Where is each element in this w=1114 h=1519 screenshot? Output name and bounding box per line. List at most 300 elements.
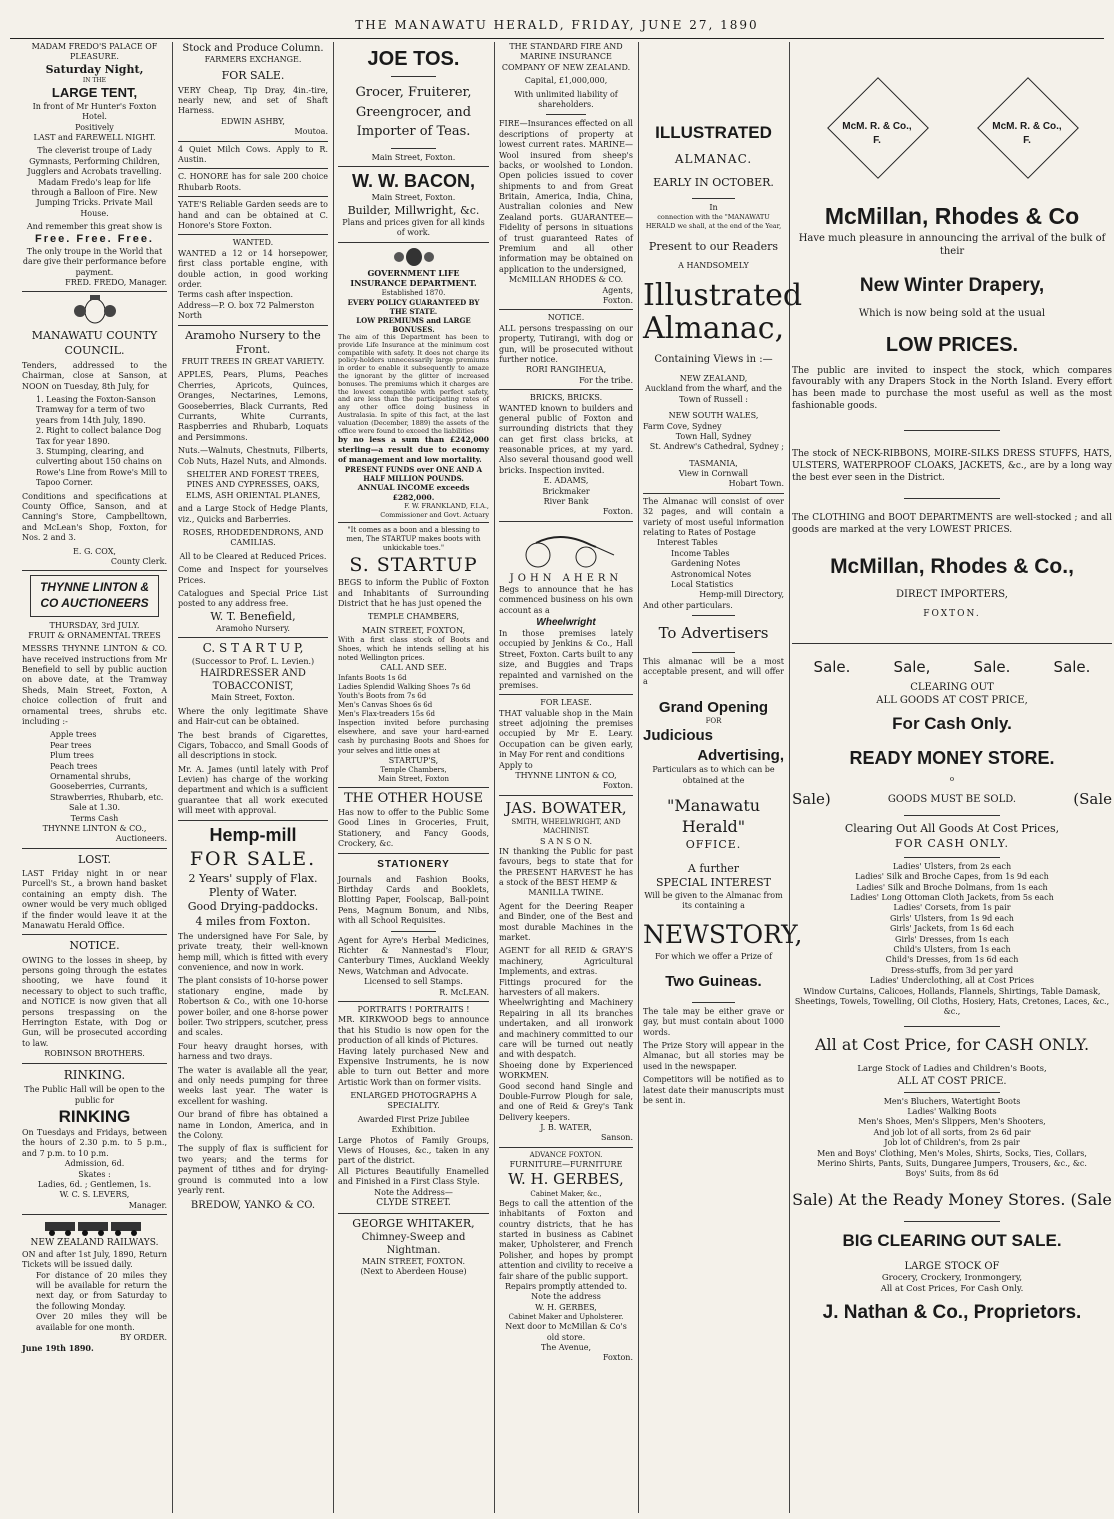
must-be-sold: GOODS MUST BE SOLD. bbox=[887, 794, 1017, 806]
column-rule bbox=[638, 42, 639, 1513]
price-item: Boys' Suits, from 8s 6d bbox=[905, 1169, 999, 1179]
almanac-info-item: Gardening Notes bbox=[671, 559, 741, 569]
rinking-body: On Tuesdays and Fridays, between the hours of 2.30 p.m. to 5 p.m., and 7 p.m. to 10 p.m. bbox=[22, 1128, 167, 1158]
wanted-title: WANTED. bbox=[232, 238, 274, 248]
advertising: Advertising, bbox=[697, 746, 784, 764]
divider bbox=[178, 234, 328, 235]
all-at-cost: All at Cost Prices, For Cash Only. bbox=[880, 1283, 1024, 1294]
startup-name: C. S T A R T U P, bbox=[202, 641, 304, 656]
bricks-title: BRICKS, BRICKS. bbox=[529, 393, 603, 403]
fredo-title: MADAM FREDO'S PALACE OF PLEASURE. bbox=[31, 42, 158, 62]
price-item: Child's Ulsters, from 1s each bbox=[893, 945, 1011, 955]
fredo-location: In front of Mr Hunter's Foxton Hotel. bbox=[32, 101, 157, 122]
boot-price: Youth's Boots from 7s 6d bbox=[338, 691, 427, 700]
gerbes-trade: Cabinet Maker, &c., bbox=[530, 1189, 602, 1198]
startup-announcement: BEGS to inform the Public of Foxton and Inhabitants of Surrounding District that he has just opened the bbox=[338, 578, 489, 608]
boot-price: Ladies Splendid Walking Shoes 7s 6d bbox=[338, 682, 471, 691]
clearing-out: CLEARING OUT bbox=[910, 682, 994, 694]
notice-title: NOTICE. bbox=[69, 939, 120, 953]
given: Will be given to the Almanac from its containing a bbox=[644, 890, 783, 911]
almanac-view: Farm Cove, Sydney bbox=[643, 421, 722, 431]
column-rule bbox=[172, 42, 173, 1513]
other-house-body: Has now to offer to the Public Some Good Lines in Groceries, Fruit, Stationery, and Fancy Goods, Crockery, &c. bbox=[338, 808, 489, 849]
sale-signature: EDWIN ASHBY, bbox=[221, 116, 285, 126]
temple-street: MAIN STREET, FOXTON, bbox=[361, 625, 466, 635]
almanac-tasmania: TASMANIA, bbox=[689, 458, 738, 468]
almanac-info-item: Hemp-mill Directory, bbox=[699, 590, 784, 600]
government-title: GOVERNMENT LIFE INSURANCE DEPARTMENT. bbox=[350, 267, 477, 289]
sale-word: Sale. bbox=[1053, 657, 1091, 676]
auction-item: Peach trees bbox=[50, 761, 98, 771]
rinking-headline: RINKING bbox=[58, 1106, 131, 1126]
ahern-body: In those premises lately occupied by Jenkins & Co., Hall Street, Foxton. Carts built to any size, and Buggies and Traps repainted and varnished on the premises. bbox=[499, 628, 633, 690]
lease-apply: Apply to bbox=[499, 760, 533, 770]
gerbes-avenue: The Avenue, bbox=[540, 1343, 592, 1353]
furniture-title: FURNITURE—FURNITURE bbox=[509, 1159, 623, 1169]
guineas: Two Guineas. bbox=[665, 973, 762, 991]
fire-body: FIRE—Insurances effected on all descriptions of property at lowest current rates. MARINE—Wool insured from sheep's backs, or woolshed to London. Open policies issued to cover shipments to and from Great Britain, America, India, China, Australian colonies and New Zealand ports. GUARANTEE—Fidelity of persons in situations of trust guaranteed Rates of Premium and all other information may be obtained on application to the undersigned, bbox=[499, 119, 633, 274]
railways-order: BY ORDER. bbox=[120, 1332, 167, 1342]
auctioneers-stamp: THYNNE LINTON & CO AUCTIONEERS bbox=[30, 575, 159, 616]
stationery-body: Journals and Fashion Books, Birthday Cards and Booklets, Blotting Paper, Foolscap, Ball-point Pens, Magnum Bonum, and Nibs, with all School Requisites. bbox=[338, 874, 489, 926]
invited: The public are invited to inspect the stock, which compares favourably with any Drapers Stock in the North Island. Every effort has been made to purchase the most useful as well as the most fashionable goods. bbox=[792, 365, 1112, 411]
council-item: 2. Right to collect balance Dog Tax for year 1890. bbox=[36, 426, 162, 446]
bowater-town: S A N S O N. bbox=[539, 836, 593, 846]
bowater-paragraph: Shoeing done by Experienced WORKMEN. bbox=[499, 1060, 633, 1081]
bowater-body: IN thanking the Public for past favours, begs to state that for the PRESENT HARVEST he has a stock of the BEST HEMP & bbox=[499, 846, 633, 888]
hemp-flax: 2 Years' supply of Flax. bbox=[188, 871, 318, 885]
wheelwright: Wheelwright bbox=[536, 616, 596, 628]
sale-item: VERY Cheap, Tip Dray, 4in.-tire, nearly new, and set of Shaft Harness. bbox=[178, 85, 328, 116]
bowater-manila: MANILLA TWINE. bbox=[528, 888, 604, 898]
portraits-note: Note the Address— bbox=[374, 1187, 453, 1197]
nursery-signature-place: Aramoho Nursery. bbox=[216, 623, 290, 633]
hemp-miles: 4 miles from Foxton. bbox=[195, 914, 311, 928]
almanac-view: St. Andrew's Cathedral, Sydney ; bbox=[649, 442, 784, 452]
grand-for: FOR bbox=[705, 717, 722, 726]
sale-right: (Sale bbox=[1073, 789, 1112, 808]
nursery-title: Aramoho Nursery to the Front. bbox=[185, 328, 321, 356]
price-item: Girls' Dresses, from 1s each bbox=[895, 934, 1009, 944]
hemp-title: Hemp-mill bbox=[209, 824, 297, 845]
government-sum: by no less a sum than £242,000 sterling—a result due to economy of management and low mortality. bbox=[338, 435, 489, 464]
competitors: Competitors will be notified as to latest date their manuscripts must be sent in. bbox=[643, 1075, 784, 1105]
particulars: Particulars as to which can be obtained at the bbox=[652, 765, 775, 785]
column-rule bbox=[494, 42, 495, 1513]
bacon-address: Main Street, Foxton. bbox=[371, 193, 456, 203]
special-interest: SPECIAL INTEREST bbox=[656, 876, 771, 890]
logo-area bbox=[792, 42, 1112, 192]
government-body: The aim of this Department has been to provide Life Insurance at the minimum cost compatible with safety. It does not charge its policy-holders unnecessarily large premiums in order to enable it subsequently to amaze the ignorant by the glitter of increased bonuses. The premiums which it charges are the lowest compatible with perfect safety, and are less than the participating rates of any other office doing business in Australasia. In spite of this fact, at the last valuation (December, 1889) the assets of the office were found to exceed the liabilities bbox=[338, 333, 489, 435]
bowater-paragraph: Good second hand Single and Double-Furrow Plough for sale, and one of Reid & Grey's Tank Delivery keepers. bbox=[499, 1081, 633, 1122]
all-cost-price: All at Cost Price, for CASH ONLY. bbox=[814, 1034, 1090, 1054]
circle-marker: o bbox=[949, 774, 955, 783]
auction-item: Apple trees bbox=[50, 730, 97, 740]
bricks-signature-place: River Bank bbox=[543, 497, 589, 507]
ready-money-store: READY MONEY STORE. bbox=[849, 748, 1055, 769]
column-1 bbox=[22, 42, 167, 1515]
almanac-info-item: Income Tables bbox=[671, 548, 730, 558]
almanac-in: In bbox=[709, 202, 718, 212]
divider bbox=[391, 76, 436, 77]
almanac-view: Hobart Town. bbox=[728, 479, 784, 489]
firm-name-2: McMillan, Rhodes & Co., bbox=[830, 554, 1074, 578]
government-established: Established 1870. bbox=[381, 288, 446, 297]
nursery-come: Come and Inspect for yourselves Prices. bbox=[178, 565, 328, 585]
stock-text: The stock of NECK-RIBBONS, MOIRE-SILKS DRESS STUFFS, HATS, ULSTERS, WATERPROOF CLOAKS, JACKETS, &c., are by a long way the best ever seen in the District. bbox=[792, 449, 1112, 483]
column-5 bbox=[643, 42, 803, 1515]
divider bbox=[904, 815, 1000, 816]
notice-body: OWING to the losses in sheep, by persons going through the estates shooting, we have found it necessary to object to such traffic, and NOTICE is now given that all persons trespassing on the Herrington Estate, with Dog or Gun, will be prosecuted according to law. bbox=[22, 955, 167, 1048]
column-rule bbox=[333, 42, 334, 1513]
stationery-agent: Agent for Ayre's Herbal Medicines, Richter & Nannestad's Flour, Canterbury Times, Auckland Weekly News, Watchman and Advocate. bbox=[338, 935, 489, 976]
tale: The tale may be either grave or gay, but must contain about 1000 words. bbox=[643, 1006, 784, 1037]
new-story bbox=[643, 919, 803, 952]
call-and-see: CALL AND SEE. bbox=[380, 663, 447, 673]
lost-title: LOST. bbox=[77, 852, 112, 866]
almanac-views: Containing Views in :— bbox=[654, 353, 773, 365]
gerbes-title: W. H. GERBES, bbox=[508, 1170, 624, 1189]
startups-temple: Temple Chambers, bbox=[380, 766, 447, 774]
bricks-signature-town: Foxton. bbox=[602, 507, 633, 517]
fire-capital: Capital, £1,000,000, bbox=[524, 76, 608, 86]
divider bbox=[338, 522, 489, 523]
auction-item: Plum trees bbox=[50, 751, 94, 761]
startups-street: Main Street, Foxton bbox=[378, 775, 449, 784]
divider bbox=[904, 857, 1000, 858]
rinking-title: RINKING. bbox=[63, 1067, 126, 1082]
fredo-last: LAST and FAREWELL NIGHT. bbox=[33, 132, 156, 142]
for-cash-only: FOR CASH ONLY. bbox=[895, 836, 1009, 850]
hemp-paragraph: The undersigned have For Sale, by private treaty, their well-known hemp mill, which is fitted with every convenience, and now in work. bbox=[178, 931, 328, 973]
portraits-awarded: Awarded First Prize Jubilee Exhibition. bbox=[357, 1114, 470, 1135]
almanac-connection: connection with the "MANAWATU HERALD we shall, at the end of the Year, bbox=[645, 213, 782, 230]
divider bbox=[22, 570, 167, 571]
almanac-big: Almanac, bbox=[643, 310, 785, 346]
gerbes-next: Next door to McMillan & Co's old store. bbox=[505, 1322, 627, 1342]
almanac-handsomely: A HANDSOMELY bbox=[678, 260, 749, 270]
sale-signature-place: Moutoa. bbox=[294, 127, 328, 137]
auction-signature: THYNNE LINTON & CO., bbox=[42, 823, 147, 833]
logo-text: McM. R. & Co., bbox=[992, 121, 1062, 132]
gerbes-signature: W. H. GERBES, bbox=[535, 1302, 597, 1312]
government-signature: F. W. FRANKLAND, F.I.A., bbox=[404, 502, 489, 511]
prize: For which we offer a Prize of bbox=[654, 951, 773, 961]
clearing-all: Clearing Out All Goods At Cost Prices, bbox=[844, 822, 1060, 836]
startup-body: The best brands of Cigarettes, Cigars, Tobacco, and Small Goods of all descriptions in stock. bbox=[178, 730, 328, 761]
low-prices: LOW PRICES. bbox=[885, 333, 1019, 356]
divider bbox=[22, 1214, 167, 1215]
divider bbox=[22, 934, 167, 935]
whitaker-title: GEORGE WHITAKER, bbox=[352, 1216, 475, 1230]
startup-inspection: Inspection invited before purchasing elsewhere, and save your hard-earned cash by purchasing Boots and Shoes for your selves and little ones at bbox=[338, 719, 489, 755]
portraits-body: MR. KIRKWOOD begs to announce that his Studio is now open for the production of all kinds of Pictures. bbox=[338, 1015, 489, 1046]
price-item: Ladies' Walking Boots bbox=[907, 1107, 997, 1117]
council-body: Tenders, addressed to the Chairman, close at Sanson, at NOON on Tuesday, 8th July, for bbox=[22, 360, 167, 391]
price-item: Ladies' Silk and Broche Capes, from 1s 9d each bbox=[855, 872, 1049, 882]
fire-title: THE STANDARD FIRE AND MARINE INSURANCE COMPANY OF NEW ZEALAND. bbox=[501, 42, 631, 72]
herald-name: "Manawatu Herald" bbox=[666, 796, 761, 836]
prize-story: The Prize Story will appear in the Almanac, but all stories may be used in the newspaper. bbox=[643, 1041, 784, 1071]
council-item: 3. Stumping, clearing, and culverting about 150 chains on Rowe's Line from Rowe's Mill to Tapoo Corner. bbox=[36, 447, 168, 488]
logo-text: F. bbox=[1023, 135, 1031, 146]
government-signature-title: Commissioner and Govt. Actuary bbox=[380, 510, 489, 519]
price-item: Girls' Jackets, from 1s 6d each bbox=[890, 924, 1014, 934]
masthead-rule bbox=[10, 38, 1104, 39]
auction-title: FRUIT & ORNAMENTAL TREES bbox=[28, 630, 161, 640]
gerbes-note: Note the address bbox=[531, 1292, 601, 1302]
government-funds: PRESENT FUNDS over ONE AND A HALF MILLION POUNDS. bbox=[344, 464, 483, 483]
boot-price: Men's Canvas Shoes 6s 6d bbox=[338, 701, 433, 710]
portraits-finish: All Pictures Beautifully Enamelled and Finished in a First Class Style. bbox=[338, 1166, 489, 1187]
sale-item: YATE'S Reliable Garden seeds are to hand and can be obtained at C. Honore's Store Foxton. bbox=[178, 200, 328, 230]
wanted-address: Address—P. O. box 72 Palmerston North bbox=[178, 300, 315, 321]
new-word: NEW bbox=[643, 920, 709, 950]
sale-item: C. HONORE has for sale 200 choice Rhubarb Roots. bbox=[178, 172, 328, 192]
railways-title: NEW ZEALAND RAILWAYS. bbox=[30, 1238, 159, 1249]
fredo-only: The only troupe in the World that dare give their performance before payment. bbox=[22, 246, 167, 277]
temple-chambers: TEMPLE CHAMBERS, bbox=[368, 612, 459, 622]
fredo-signature: FRED. FREDO, Manager. bbox=[65, 277, 167, 287]
column-6 bbox=[792, 42, 1112, 1515]
almanac-info-item: Interest Tables bbox=[657, 538, 718, 548]
divider bbox=[499, 521, 633, 522]
divider bbox=[692, 198, 734, 199]
gerbes-repairs: Repairs promptly attended to. bbox=[504, 1282, 628, 1292]
divider bbox=[643, 493, 784, 494]
fire-signature: McMILLAN RHODES & CO. bbox=[508, 275, 624, 285]
whitaker-next: (Next to Aberdeen House) bbox=[360, 1267, 467, 1277]
rinking-skates: Skates : bbox=[78, 1169, 111, 1179]
temple-body: With a first class stock of Boots and Shoes, which he intends selling at his noted Wellington prices. bbox=[338, 636, 489, 663]
notice-title: NOTICE. bbox=[547, 313, 585, 323]
bowater-paragraph: AGENT for all REID & GRAY'S machinery, Agricultural Implements, and extras. bbox=[499, 946, 633, 977]
fredo-positively: Positively bbox=[75, 122, 114, 132]
big-clearing-sale: BIG CLEARING OUT SALE. bbox=[842, 1230, 1062, 1250]
nursery-cleared: All to be Cleared at Reduced Prices. bbox=[179, 551, 327, 561]
firm-pleasure: Have much pleasure in announcing the arrival of the bulk of their bbox=[798, 232, 1106, 257]
divider bbox=[499, 795, 633, 796]
sale-word: Sale. bbox=[973, 657, 1011, 676]
all-goods: ALL GOODS AT COST PRICE, bbox=[876, 695, 1028, 707]
wanted-body: WANTED a 12 or 14 horsepower, first class portable engine, with double action, in good working order. bbox=[178, 248, 328, 289]
divider bbox=[178, 637, 328, 638]
council-title: MANAWATU COUNTY COUNCIL. bbox=[31, 329, 158, 357]
herald-office: OFFICE. bbox=[685, 837, 742, 851]
bacon-plans: Plans and prices given for all kinds of work. bbox=[342, 217, 485, 238]
divider bbox=[391, 931, 436, 932]
notice-body: ALL persons trespassing on our property, Tutirangi, with dog or gun, will be prosecuted without further notice. bbox=[499, 323, 633, 364]
bowater-trade: SMITH, WHEELWRIGHT, AND MACHINIST. bbox=[511, 818, 621, 836]
hemp-paragraph: The plant consists of 10-horse power stationary engine, made by Robertson & Co., with one 10-horse power boiler, and one 8-horse power boiler. Two strippers, scutcher, press and scales. bbox=[178, 976, 329, 1038]
price-item: Dress-stuffs, from 3d per yard bbox=[890, 965, 1014, 975]
logo-text: F. bbox=[873, 135, 881, 146]
bowater-paragraph: Fittings procured for the harvesters of all makers. bbox=[499, 977, 633, 997]
government-income: ANNUAL INCOME exceeds £282,000. bbox=[357, 482, 470, 502]
divider bbox=[692, 1002, 734, 1003]
nursery-shelter: SHELTER AND FOREST TREES, PINES AND CYPRESSES, OAKS, ELMS, ASH ORIENTAL PLANES, bbox=[185, 470, 321, 500]
divider bbox=[178, 168, 328, 169]
hemp-paragraph: Our brand of fibre has obtained a name in London, America, and in the Colony. bbox=[178, 1110, 328, 1140]
usual: Which is now being sold at the usual bbox=[858, 307, 1046, 319]
almanac-other: And other particulars. bbox=[643, 600, 733, 610]
train-icon bbox=[40, 1218, 150, 1236]
almanac-present: Present to our Readers bbox=[648, 240, 779, 254]
divider bbox=[338, 853, 489, 854]
hemp-for-sale: FOR SALE. bbox=[189, 848, 317, 871]
council-conditions: Conditions and specifications at County Office, Sanson, and at Canning's Store, Campbelltown, and McLean's Shop, Foxton, for Nos. 2 and 3. bbox=[22, 491, 167, 543]
ahern-body: Begs to announce that he has commenced business on his own account as a bbox=[499, 584, 633, 615]
foxton: FOXTON. bbox=[923, 609, 981, 620]
fredo-tent: LARGE TENT, bbox=[51, 84, 138, 100]
fire-signature-title: Agents, bbox=[602, 285, 633, 295]
farmers-exchange: FARMERS EXCHANGE. bbox=[204, 55, 302, 64]
council-signature: E. G. COX, bbox=[73, 546, 116, 556]
notice-signature: ROBINSON BROTHERS. bbox=[44, 1049, 145, 1059]
price-item: Ladies' Ulsters, from 2s each bbox=[892, 861, 1012, 871]
nursery-hedge: and a Large Stock of Hedge Plants, viz., Quicks and Barberries. bbox=[178, 504, 328, 524]
joe-tos-title: JOE TOS. bbox=[367, 48, 460, 70]
lost-body: LAST Friday night in or near Purcell's St., a brown hand basket containing an empty dish. The owner would be very much obliged if the finder would leave it at the Manawatu Herald Office. bbox=[22, 869, 167, 930]
story-word: STORY, bbox=[708, 920, 803, 950]
railways-body: ON and after 1st July, 1890, Return Tickets will be issued daily. bbox=[22, 1249, 167, 1270]
almanac-illustrated-big: Illustrated bbox=[643, 277, 803, 313]
sale-word: Sale. bbox=[813, 657, 851, 676]
advance-foxton: ADVANCE FOXTON. bbox=[529, 1150, 603, 1159]
notice-signature: RORI RANGIHEUA, bbox=[525, 365, 607, 375]
startup-body: Mr. A. James (until lately with Prof Levien) has charge of the working department and which is a sufficient guarantee that all work executed will meet with approval. bbox=[178, 764, 328, 816]
nursery-body: APPLES, Pears, Plums, Peaches Cherries, Apricots, Quinces, Oranges, Nectarines, Lemons, Gooseberries, Black Currants, Red Currants, White Currants, Raspberries and Rhubarb, Loquats and Persimmons. bbox=[178, 370, 328, 442]
large-stock: LARGE STOCK OF bbox=[904, 1260, 1000, 1272]
stationery-signature: R. McLEAN. bbox=[439, 987, 489, 997]
price-item: Ladies' Underclothing, all at Cost Prices bbox=[870, 976, 1034, 986]
startup-successor: (Successor to Prof. L. Levien.) bbox=[191, 656, 315, 666]
lease-body: THAT valuable shop in the Main street adjoining the premises occupied by Mr E. Leary. Occupation can be given early, in May For rent and conditions bbox=[499, 708, 633, 760]
almanac-view: Town Hall, Sydney bbox=[675, 431, 752, 441]
divider bbox=[499, 694, 633, 695]
sale-word: Sale, bbox=[893, 657, 931, 676]
divider bbox=[792, 643, 1112, 644]
nursery-catalogue: Catalogues and Special Price List posted to any address free. bbox=[178, 588, 328, 609]
divider bbox=[338, 166, 489, 167]
sale-item: 4 Quiet Milch Cows. Apply to R. Austin. bbox=[178, 144, 328, 165]
column-4 bbox=[499, 42, 633, 1515]
hemp-water: Plenty of Water. bbox=[208, 886, 298, 900]
rinking-hall: The Public Hall will be open to the public for bbox=[24, 1085, 165, 1105]
rinking-admission: Admission, 6d. bbox=[64, 1159, 125, 1169]
almanac-illustrated: ILLUSTRATED bbox=[655, 123, 772, 142]
almanac-view: View in Cornwall bbox=[678, 469, 749, 479]
divider bbox=[499, 389, 633, 390]
price-item: Merino Shirts, Pants, Suits, Dungaree Jumpers, Trousers, &c., &c. bbox=[817, 1158, 1087, 1168]
further: A further bbox=[687, 862, 740, 876]
boots-cost: ALL AT COST PRICE. bbox=[897, 1075, 1007, 1087]
auction-item: Ornamental shrubs, Gooseberries, Currants, Strawberries, Rhubarb, etc. bbox=[50, 771, 164, 802]
divider bbox=[22, 291, 167, 292]
bricks-signature-title: Brickmaker bbox=[542, 486, 590, 496]
bowater-paragraph: Wheelwrighting and Machinery Repairing in all its branches undertaken, and all ironwork and machinery committed to our care will be turned out neatly and with despatch. bbox=[499, 998, 633, 1060]
government-low: LOW PREMIUMS and LARGE BONUSES. bbox=[356, 315, 471, 334]
fredo-free: Free. Free. Free. bbox=[35, 233, 154, 246]
portraits-body: Having lately purchased New and Expensive Instruments, he is now able to turn out Better and more Artistic Work than on former visits. bbox=[338, 1046, 489, 1087]
rinking-signature: W. C. S. LEVERS, bbox=[59, 1190, 130, 1200]
divider bbox=[904, 430, 1000, 431]
column-3 bbox=[338, 42, 489, 1515]
bacon-trade: Builder, Millwright, &c. bbox=[347, 203, 480, 217]
price-item: Men's Bluchers, Watertight Boots bbox=[883, 1096, 1021, 1106]
startup-headline: S. STARTUP bbox=[349, 554, 478, 577]
divider bbox=[904, 1092, 1000, 1093]
divider bbox=[546, 114, 586, 115]
divider bbox=[22, 848, 167, 849]
goods-sold-row bbox=[792, 790, 1112, 810]
hemp-docks: Good Drying-paddocks. bbox=[187, 900, 319, 914]
lease-title: FOR LEASE. bbox=[540, 698, 592, 708]
almanac-info-item: Local Statistics bbox=[671, 579, 734, 589]
auction-date: THURSDAY, 3rd JULY. bbox=[49, 620, 140, 630]
divider bbox=[499, 309, 633, 310]
almanac-title: ALMANAC. bbox=[674, 152, 753, 167]
price-item: Girls' Ulsters, from 1s 9d each bbox=[890, 913, 1014, 923]
column-rule bbox=[789, 42, 790, 1513]
sale-row bbox=[792, 658, 1112, 678]
divider bbox=[338, 242, 489, 243]
nursery-fruit: FRUIT TREES IN GREAT VARIETY. bbox=[181, 357, 325, 367]
portraits-title: PORTRAITS ! PORTRAITS ! bbox=[357, 1004, 470, 1014]
price-item: Window Curtains, Calicoes, Hollands, Flannels, Shirtings, Table Damask, Sheetings, Towels, Towelling, Oil Cloths, Hosiery, Hats, Cretones, Laces, &c., &c., bbox=[794, 986, 1110, 1017]
almanac-nsw: NEW SOUTH WALES, bbox=[668, 411, 759, 421]
coat-of-arms-icon bbox=[70, 295, 120, 325]
almanac-early: EARLY IN OCTOBER. bbox=[653, 175, 774, 189]
logo-text: McM. R. & Co., bbox=[842, 121, 912, 132]
firm-name: McMillan, Rhodes & Co bbox=[824, 203, 1080, 229]
stock-title: Stock and Produce Column. bbox=[182, 43, 324, 54]
divider bbox=[499, 1147, 633, 1148]
grocery: Grocery, Crockery, Ironmongery, bbox=[881, 1272, 1023, 1283]
divider bbox=[904, 1221, 1000, 1222]
whitaker-address: MAIN STREET, FOXTON. bbox=[361, 1256, 466, 1266]
fire-signature-place: Foxton. bbox=[602, 295, 633, 305]
nursery-signature: W. T. Benefield, bbox=[210, 609, 296, 623]
nursery-roses: ROSES, RHODEDENDRONS, AND CAMILIAS. bbox=[182, 527, 324, 548]
almanac-info-item: Astronomical Notes bbox=[671, 569, 752, 579]
boot-price: Infants Boots 1s 6d bbox=[338, 673, 407, 682]
coat-of-arms-icon bbox=[389, 246, 439, 266]
divider bbox=[338, 1001, 489, 1002]
railways-date: June 19th 1890. bbox=[22, 1343, 94, 1354]
nursery-nuts: Nuts.—Walnuts, Chestnuts, Filberts, Cob Nuts, Hazel Nuts, and Almonds. bbox=[178, 446, 328, 466]
divider bbox=[338, 1213, 489, 1214]
almanac-nz: NEW ZEALAND, bbox=[679, 373, 748, 383]
council-signature-title: County Clerk. bbox=[110, 556, 167, 566]
hemp-signature: BREDOW, YANKO & CO. bbox=[190, 1200, 316, 1212]
divider bbox=[338, 787, 489, 788]
price-item: Ladies' Corsets, from 1s pair bbox=[893, 903, 1011, 913]
stationery-licensed: Licensed to sell Stamps. bbox=[364, 977, 463, 987]
cash-only: For Cash Only. bbox=[892, 714, 1012, 734]
price-item: Men and Boys' Clothing, Men's Moles, Shirts, Socks, Ties, Collars, bbox=[817, 1148, 1087, 1158]
rinking-signature-title: Manager. bbox=[128, 1200, 167, 1210]
portraits-street: CLYDE STREET. bbox=[376, 1197, 451, 1208]
portraits-large: Large Photos of Family Groups, Views of Houses, &c., taken in any part of the district. bbox=[338, 1135, 489, 1166]
stationery-title: STATIONERY bbox=[377, 858, 450, 870]
wanted-terms: Terms cash after inspection. bbox=[178, 290, 294, 300]
for-sale: FOR SALE. bbox=[221, 69, 285, 83]
rinking-prices: Ladies, 6d. ; Gentlemen, 1s. bbox=[37, 1179, 152, 1189]
almanac-consist: The Almanac will consist of over 32 pages, and will contain a variety of most useful information relating to Rates of Postage bbox=[643, 496, 784, 538]
lease-signature-place: Foxton. bbox=[602, 781, 633, 791]
divider bbox=[904, 498, 1000, 499]
